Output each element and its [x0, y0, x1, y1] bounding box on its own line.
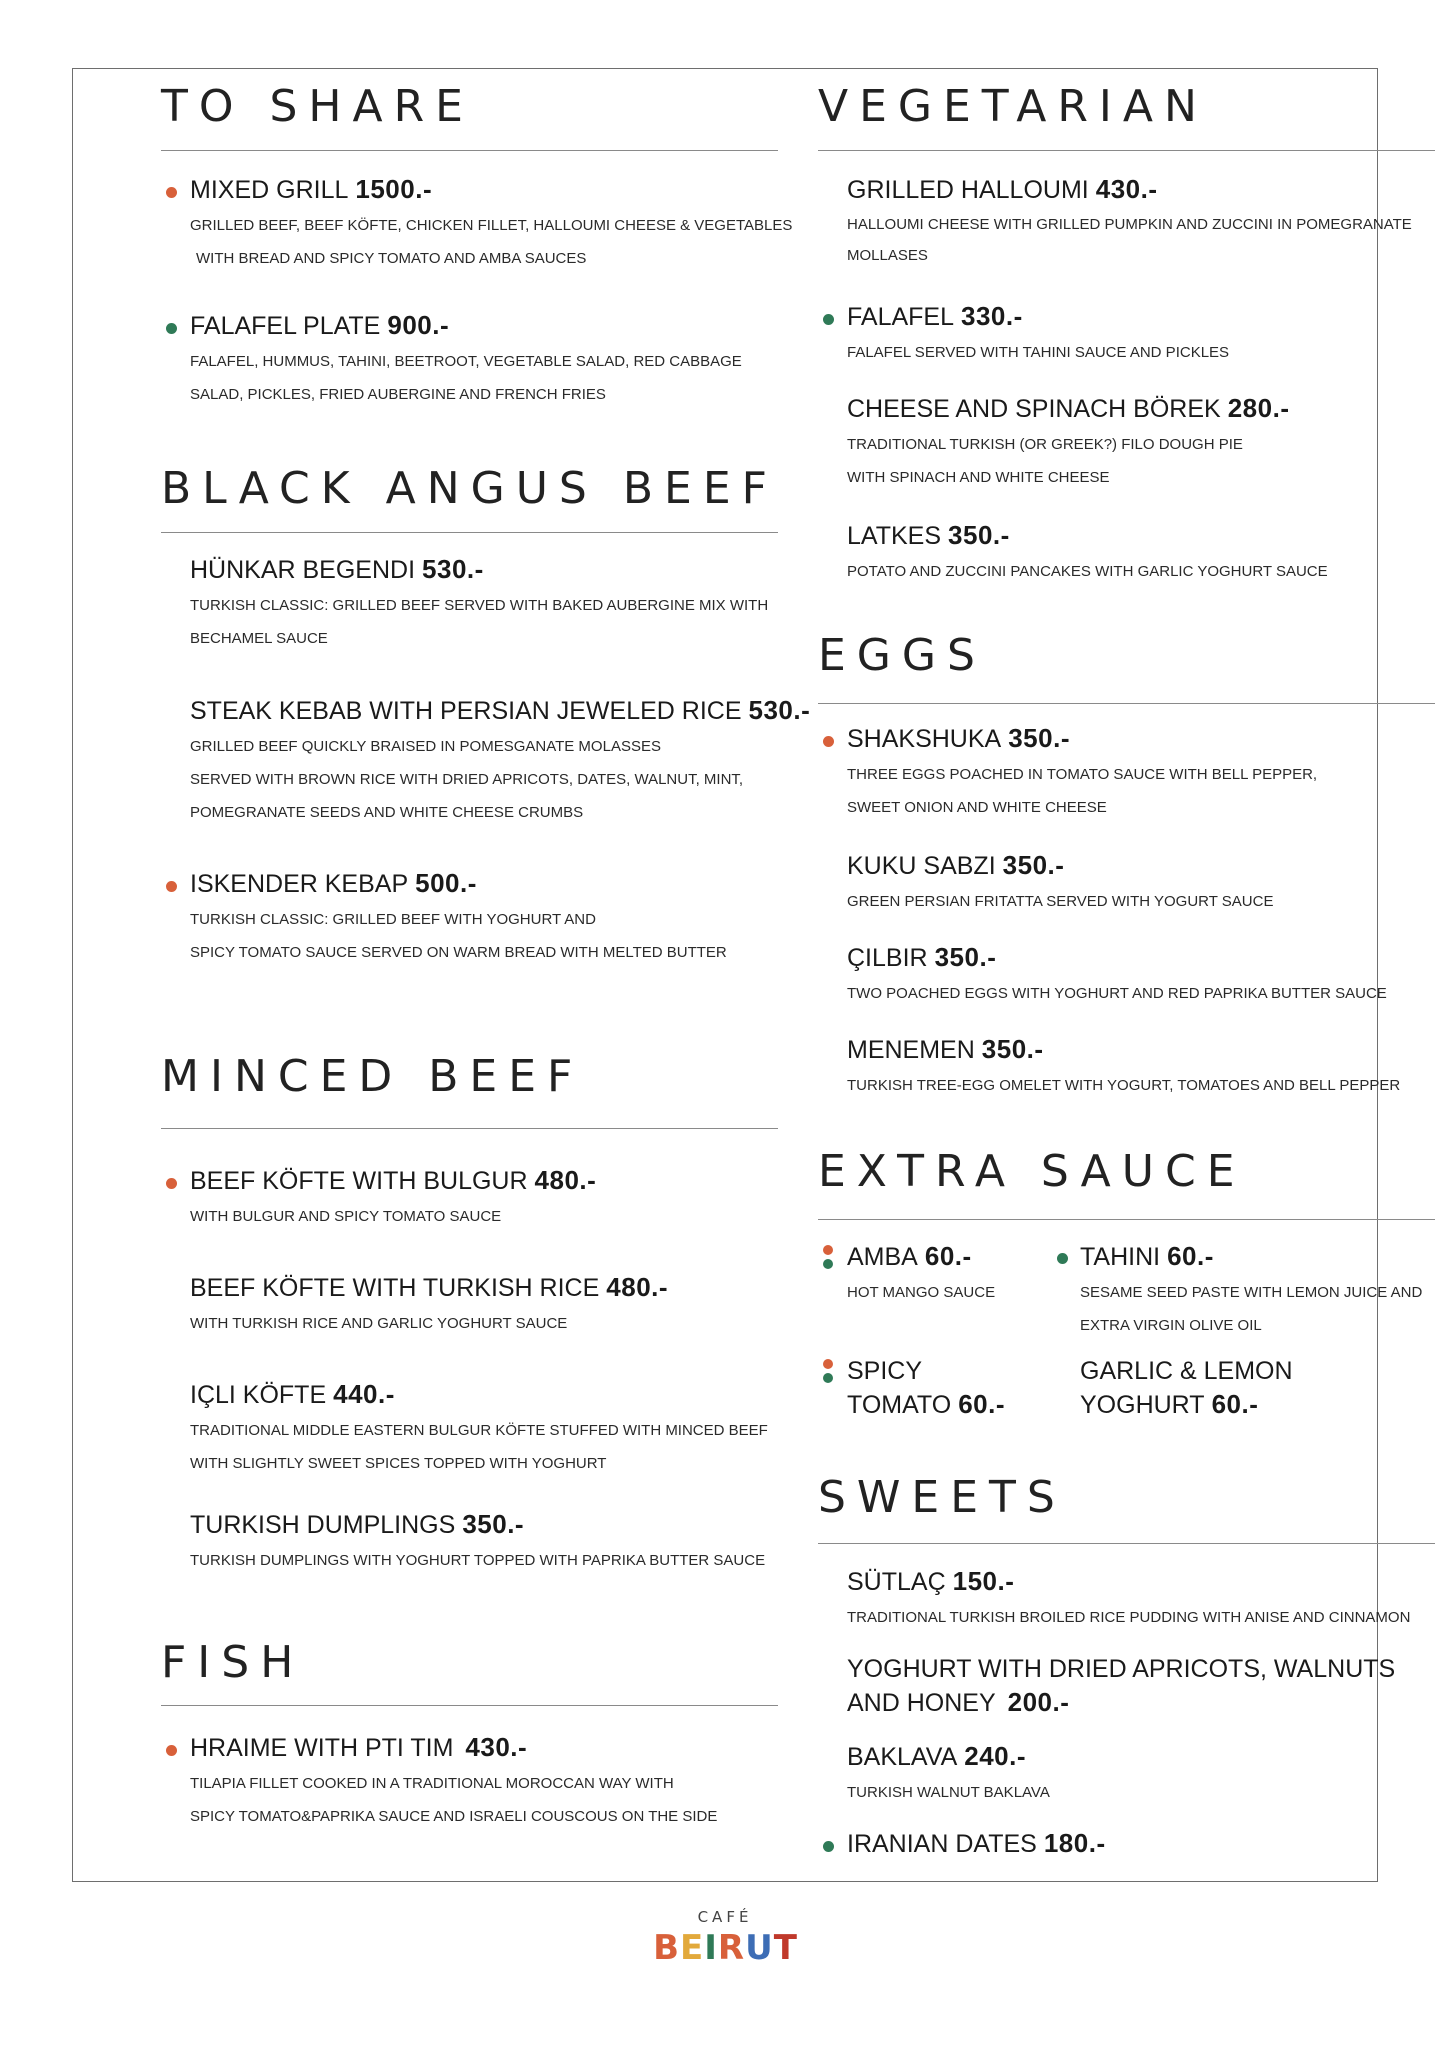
menu-item-garlic-lemon-yoghurt	[1080, 1355, 1420, 1422]
item-name: GRILLED HALLOUMI	[847, 176, 1089, 204]
item-description: WITH SPINACH AND WHITE CHEESE	[847, 469, 1110, 486]
logo-letter: B	[653, 1928, 680, 1968]
menu-item-hraime	[190, 1732, 780, 1833]
logo-wordmark	[655, 1930, 795, 1966]
menu-item-kuku-sabzi	[847, 850, 1437, 918]
section-title-black-angus-beef: BLACK ANGUS BEEF	[161, 463, 778, 514]
item-price: 1500.-	[355, 174, 433, 204]
menu-item-grilled-halloumi	[847, 174, 1437, 271]
item-price: 330.-	[961, 301, 1023, 331]
item-description: GRILLED BEEF QUICKLY BRAISED IN POMESGANATE MOLASSES	[190, 738, 661, 755]
item-name: BEEF KÖFTE WITH TURKISH RICE	[190, 1274, 600, 1302]
item-name: STEAK KEBAB WITH PERSIAN JEWELED RICE	[190, 697, 742, 725]
spicy-dot-icon	[166, 1178, 177, 1189]
item-price: 350.-	[1008, 723, 1070, 753]
item-description: TURKISH DUMPLINGS WITH YOGHURT TOPPED WITH PAPRIKA BUTTER SAUCE	[190, 1552, 766, 1569]
item-description: WITH BREAD AND SPICY TOMATO AND AMBA SAUCES	[196, 250, 587, 267]
item-name: KUKU SABZI	[847, 852, 996, 880]
item-price: 60.-	[924, 1241, 972, 1271]
logo-letter: I	[704, 1928, 717, 1968]
item-description: TRADITIONAL TURKISH (OR GREEK?) FILO DOUGH PIE	[847, 436, 1243, 453]
vegetarian-dot-icon	[823, 314, 834, 325]
item-name: ÇILBIR	[847, 944, 928, 972]
menu-item-falafel-plate	[190, 310, 780, 411]
item-description: WITH BULGUR AND SPICY TOMATO SAUCE	[190, 1208, 502, 1225]
item-name: FALAFEL PLATE	[190, 312, 381, 340]
menu-item-beef-kofte-rice	[190, 1272, 780, 1340]
item-name: BEEF KÖFTE WITH BULGUR	[190, 1167, 528, 1195]
item-price: 430.-	[465, 1732, 528, 1762]
item-price: 480.-	[606, 1272, 669, 1302]
vegetarian-dot-icon	[823, 1259, 833, 1269]
section-title-extra-sauce: EXTRA SAUCE	[818, 1146, 1246, 1197]
divider	[161, 150, 778, 151]
item-description: HALLOUMI CHEESE WITH GRILLED PUMPKIN AND ZUCCINI IN POMEGRANATE	[847, 216, 1412, 233]
item-price: 350.-	[948, 520, 1010, 550]
spicy-dot-icon	[823, 1245, 833, 1255]
item-description: WITH TURKISH RICE AND GARLIC YOGHURT SAUCE	[190, 1315, 568, 1332]
item-price: 500.-	[415, 868, 477, 898]
menu-item-falafel	[847, 301, 1437, 369]
divider	[818, 1219, 1435, 1220]
item-name: TAHINI	[1080, 1243, 1161, 1271]
divider	[818, 1543, 1435, 1544]
item-name: YOGHURT	[1080, 1391, 1205, 1419]
item-description: MOLLASES	[847, 247, 928, 264]
menu-item-menemen	[847, 1034, 1437, 1102]
menu-item-beef-kofte-bulgur	[190, 1165, 780, 1233]
item-name: TURKISH DUMPLINGS	[190, 1511, 456, 1539]
item-name: YOGHURT WITH DRIED APRICOTS, WALNUTS	[847, 1655, 1396, 1683]
section-title-sweets: SWEETS	[818, 1472, 1066, 1523]
logo-cafe-label: CAFÉ	[697, 1908, 753, 1926]
item-price: 150.-	[952, 1566, 1015, 1596]
item-name: HRAIME WITH PTI TIM	[190, 1734, 454, 1762]
item-name: SHAKSHUKA	[847, 725, 1002, 753]
item-name: MENEMEN	[847, 1036, 975, 1064]
item-name: SÜTLAÇ	[847, 1568, 946, 1596]
divider	[818, 703, 1435, 704]
item-price: 530.-	[748, 695, 811, 725]
spicy-dot-icon	[166, 187, 177, 198]
menu-item-shakshuka	[847, 723, 1437, 824]
item-description: SESAME SEED PASTE WITH LEMON JUICE AND	[1080, 1284, 1423, 1301]
item-description: SWEET ONION AND WHITE CHEESE	[847, 799, 1107, 816]
item-description: HOT MANGO SAUCE	[847, 1284, 996, 1301]
menu-item-tahini	[1080, 1241, 1423, 1342]
spicy-dot-icon	[166, 881, 177, 892]
logo-letter: R	[717, 1928, 745, 1968]
menu-item-cilbir	[847, 942, 1437, 1010]
item-name: IRANIAN DATES	[847, 1830, 1037, 1858]
item-description: SPICY TOMATO SAUCE SERVED ON WARM BREAD WITH MELTED BUTTER	[190, 944, 727, 961]
item-description: TILAPIA FILLET COOKED IN A TRADITIONAL MOROCCAN WAY WITH	[190, 1775, 674, 1792]
item-price: 60.-	[1167, 1241, 1214, 1271]
menu-item-iskender-kebap	[190, 868, 780, 969]
item-description: TURKISH CLASSIC: GRILLED BEEF SERVED WITH BAKED AUBERGINE MIX WITH	[190, 597, 769, 614]
item-name: TOMATO	[847, 1391, 952, 1419]
item-description: TRADITIONAL TURKISH BROILED RICE PUDDING WITH ANISE AND CINNAMON	[847, 1609, 1411, 1626]
item-name: MIXED GRILL	[190, 176, 349, 204]
menu-item-sutlac	[847, 1566, 1437, 1634]
item-price: 530.-	[422, 554, 484, 584]
item-price: 440.-	[333, 1379, 395, 1409]
item-price: 480.-	[534, 1165, 597, 1195]
item-name: BAKLAVA	[847, 1743, 958, 1771]
item-name: AND HONEY	[847, 1689, 996, 1717]
item-description: TURKISH WALNUT BAKLAVA	[847, 1784, 1050, 1801]
menu-item-icli-kofte	[190, 1379, 780, 1480]
item-price: 900.-	[387, 310, 450, 340]
item-description: POMEGRANATE SEEDS AND WHITE CHEESE CRUMBS	[190, 804, 584, 821]
cafe-beirut-logo	[655, 1908, 795, 1966]
item-name: ISKENDER KEBAP	[190, 870, 409, 898]
item-description: FALAFEL SERVED WITH TAHINI SAUCE AND PICKLES	[847, 344, 1230, 361]
item-price: 350.-	[462, 1509, 525, 1539]
divider	[161, 1128, 778, 1129]
item-description: SALAD, PICKLES, FRIED AUBERGINE AND FRENCH FRIES	[190, 386, 606, 403]
item-name: LATKES	[847, 522, 942, 550]
item-name: HÜNKAR BEGENDI	[190, 556, 416, 584]
spicy-dot-icon	[823, 736, 834, 747]
logo-letter: T	[773, 1928, 797, 1968]
item-name: CHEESE AND SPINACH BÖREK	[847, 395, 1221, 423]
divider	[818, 150, 1435, 151]
item-name: IÇLI KÖFTE	[190, 1381, 327, 1409]
item-price: 350.-	[981, 1034, 1044, 1064]
logo-letter: U	[745, 1928, 773, 1968]
item-description: SPICY TOMATO&PAPRIKA SAUCE AND ISRAELI COUSCOUS ON THE SIDE	[190, 1808, 718, 1825]
section-title-eggs: EGGS	[818, 630, 986, 681]
item-name: AMBA	[847, 1243, 918, 1271]
item-description: BECHAMEL SAUCE	[190, 630, 328, 647]
vegetarian-dot-icon	[823, 1841, 834, 1852]
menu-item-amba	[847, 1241, 1067, 1309]
divider	[161, 532, 778, 533]
spicy-dot-icon	[166, 1745, 177, 1756]
item-price: 240.-	[964, 1741, 1027, 1771]
item-name: FALAFEL	[847, 303, 954, 331]
item-price: 200.-	[1007, 1687, 1070, 1717]
logo-letter: E	[680, 1928, 704, 1968]
item-description: POTATO AND ZUCCINI PANCAKES WITH GARLIC YOGHURT SAUCE	[847, 563, 1328, 580]
item-price: 60.-	[958, 1389, 1005, 1419]
item-price: 350.-	[1002, 850, 1065, 880]
item-description: TWO POACHED EGGS WITH YOGHURT AND RED PAPRIKA BUTTER SAUCE	[847, 985, 1387, 1002]
item-price: 350.-	[934, 942, 997, 972]
item-description: EXTRA VIRGIN OLIVE OIL	[1080, 1317, 1262, 1334]
item-name: SPICY	[847, 1357, 923, 1385]
section-title-vegetarian: VEGETARIAN	[818, 81, 1208, 132]
item-price: 180.-	[1043, 1828, 1106, 1858]
menu-item-borek	[847, 393, 1437, 494]
item-description: FALAFEL, HUMMUS, TAHINI, BEETROOT, VEGETABLE SALAD, RED CABBAGE	[190, 353, 742, 370]
item-price: 280.-	[1227, 393, 1290, 423]
menu-item-mixed-grill	[190, 174, 793, 275]
spicy-dot-icon	[823, 1359, 833, 1369]
item-description: TURKISH CLASSIC: GRILLED BEEF WITH YOGHURT AND	[190, 911, 596, 928]
menu-item-latkes	[847, 520, 1437, 588]
menu-item-baklava	[847, 1741, 1437, 1809]
item-price: 430.-	[1095, 174, 1158, 204]
item-price: 60.-	[1211, 1389, 1259, 1419]
section-title-fish: FISH	[161, 1637, 305, 1688]
item-description: WITH SLIGHTLY SWEET SPICES TOPPED WITH YOGHURT	[190, 1455, 607, 1472]
item-description: GREEN PERSIAN FRITATTA SERVED WITH YOGURT SAUCE	[847, 893, 1274, 910]
menu-item-spicy-tomato	[847, 1355, 1067, 1422]
item-description: TRADITIONAL MIDDLE EASTERN BULGUR KÖFTE STUFFED WITH MINCED BEEF	[190, 1422, 768, 1439]
vegetarian-dot-icon	[166, 323, 177, 334]
vegetarian-dot-icon	[823, 1373, 833, 1383]
section-title-to-share: TO SHARE	[161, 81, 474, 132]
menu-item-yoghurt-apricots	[847, 1653, 1437, 1720]
item-description: TURKISH TREE-EGG OMELET WITH YOGURT, TOMATOES AND BELL PEPPER	[847, 1077, 1401, 1094]
item-description: SERVED WITH BROWN RICE WITH DRIED APRICOTS, DATES, WALNUT, MINT,	[190, 771, 744, 788]
menu-frame	[72, 68, 1423, 1882]
divider	[161, 1705, 778, 1706]
item-name: GARLIC & LEMON	[1080, 1357, 1293, 1385]
menu-item-iranian-dates	[847, 1828, 1437, 1859]
menu-item-turkish-dumplings	[190, 1509, 780, 1577]
item-description: GRILLED BEEF, BEEF KÖFTE, CHICKEN FILLET, HALLOUMI CHEESE & VEGETABLES	[190, 217, 793, 234]
menu-item-steak-kebab	[190, 695, 811, 829]
vegetarian-dot-icon	[1057, 1253, 1068, 1264]
section-title-minced-beef: MINCED BEEF	[161, 1051, 584, 1102]
item-description: THREE EGGS POACHED IN TOMATO SAUCE WITH BELL PEPPER,	[847, 766, 1318, 783]
menu-item-hunkar-begendi	[190, 554, 780, 655]
